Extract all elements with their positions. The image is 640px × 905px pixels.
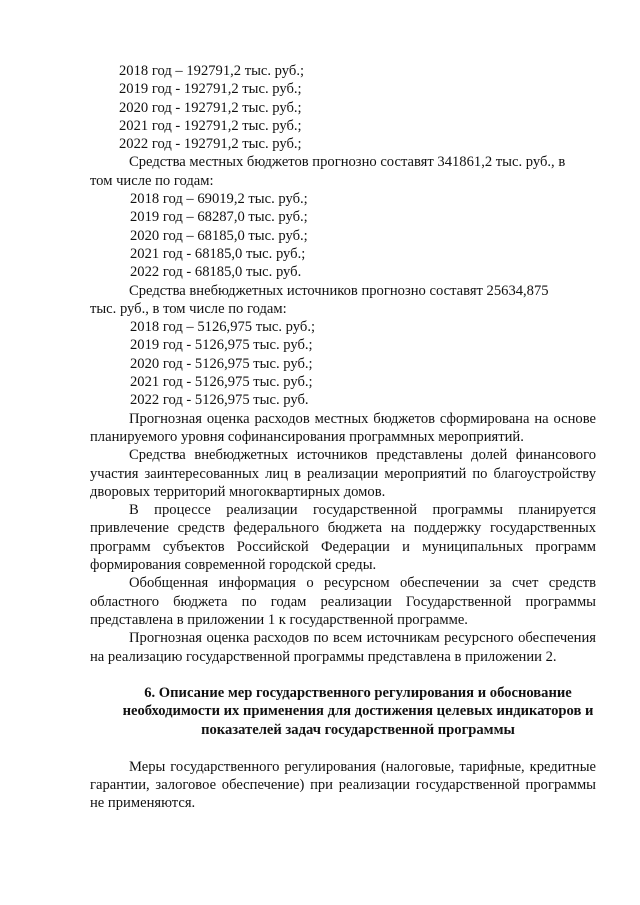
year-line: 2020 год – 68185,0 тыс. руб.; [130,227,308,244]
local-budget-intro: Средства местных бюджетов прогнозно составят 341861,2 тыс. руб., в [129,154,566,171]
extrabudget-intro: Средства внебюджетных источников прогнозно составят 25634,875 [129,282,549,299]
year-line: 2018 год – 69019,2 тыс. руб.; [130,191,308,208]
year-line: 2020 год - 5126,975 тыс. руб.; [130,355,313,372]
extrabudget-year-list [90,318,596,409]
local-budget-year-list [90,190,596,281]
year-line: 2021 год - 192791,2 тыс. руб.; [119,117,302,134]
year-line: 2018 год – 5126,975 тыс. руб.; [130,319,316,336]
paragraph-local-estimate: Прогнозная оценка расходов местных бюджетов сформирована на основе планируемого уровня софинансирования программных мероприятий. [90,410,596,445]
paragraph-extrabudget-share: Средства внебюджетных источников представлены долей финансового участия заинтересованных лиц в реализации мероприятий по благоустройству дворовых территорий многоквартирных домов. [90,447,596,500]
year-line: 2021 год - 68185,0 тыс. руб.; [130,245,306,262]
year-line: 2019 год - 192791,2 тыс. руб.; [119,81,302,98]
paragraph-regulation-measures: Меры государственного регулирования (налоговые, тарифные, кредитные гарантии, залоговое обеспечение) при реализации государственной программы не применяются. [90,758,596,812]
paragraph-appendix-1: Обобщенная информация о ресурсном обеспечении за счет средств областного бюджета по годам реализации Государственной программы представлена в приложении 1 к государственной программе. [90,575,596,628]
paragraph-federal-funds: В процессе реализации государственной программы планируется привлечение средств федерального бюджета на поддержку государственных программ субъектов Российской Федерации и муниципальных программ формирования современной городской среды. [90,502,596,574]
document-page [90,62,596,812]
year-line: 2022 год - 68185,0 тыс. руб. [130,264,302,281]
year-line: 2018 год – 192791,2 тыс. руб.; [119,63,305,79]
year-line: 2022 год - 5126,975 тыс. руб. [130,392,309,409]
section-heading: 6. Описание мер государственного регулирования и обоснование необходимости их применения для достижения целевых индикаторов и показателей задач государственной программы [122,684,594,738]
regional-budget-year-list [90,62,596,153]
local-budget-intro-cont: том числе по годам: [90,172,214,189]
year-line: 2021 год - 5126,975 тыс. руб.; [130,374,313,391]
extrabudget-intro-cont: тыс. руб., в том числе по годам: [90,300,287,317]
year-line: 2019 год – 68287,0 тыс. руб.; [130,209,308,226]
year-line: 2019 год - 5126,975 тыс. руб.; [130,337,313,354]
year-line: 2022 год - 192791,2 тыс. руб.; [119,136,302,153]
paragraph-appendix-2: Прогнозная оценка расходов по всем источникам ресурсного обеспечения на реализацию государственной программы представлена в приложении 2. [90,630,596,665]
year-line: 2020 год - 192791,2 тыс. руб.; [119,99,302,116]
